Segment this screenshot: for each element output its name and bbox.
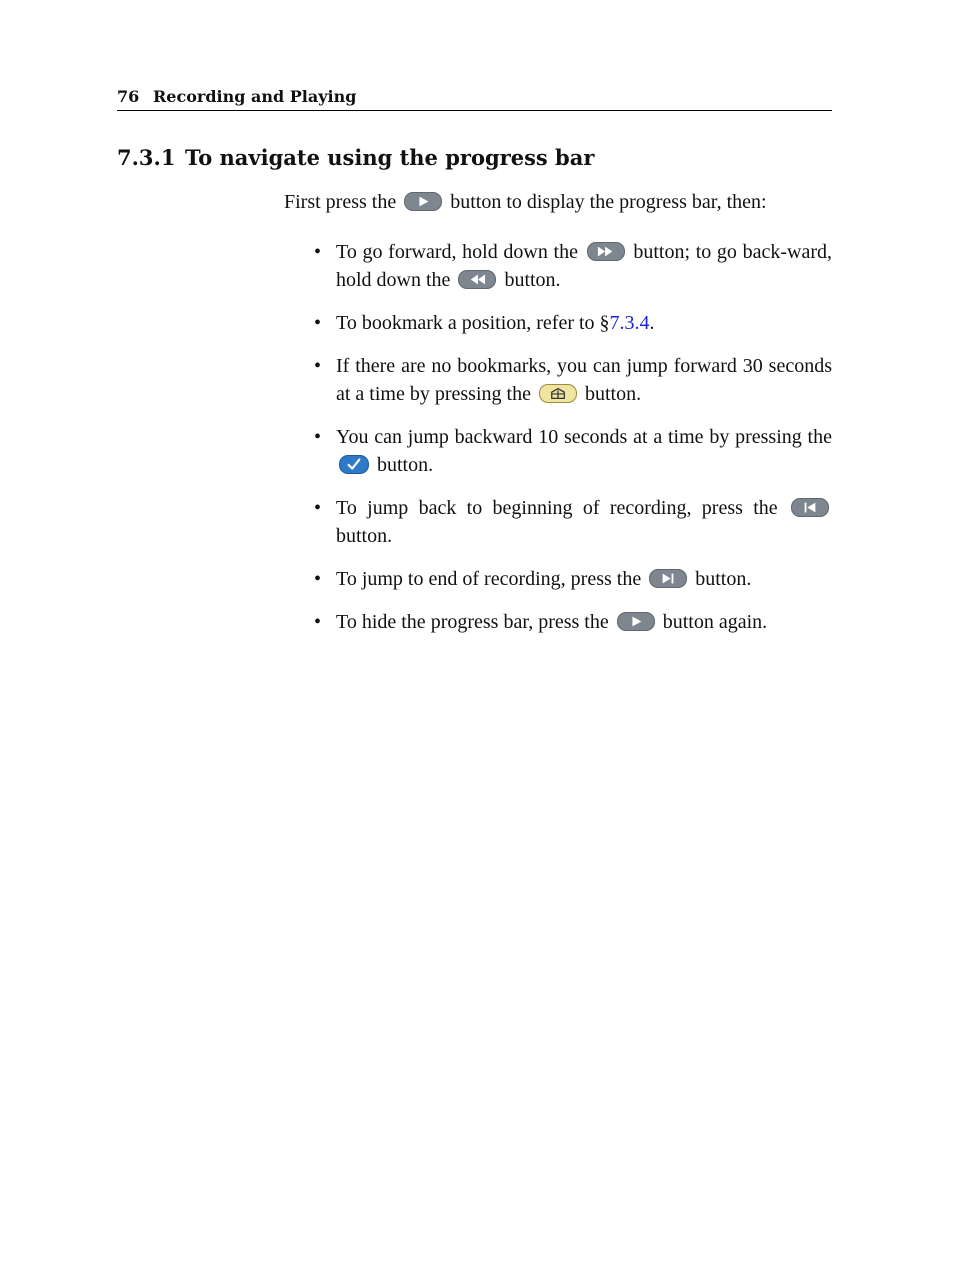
check-button-icon xyxy=(339,455,369,474)
bookmark-button-icon xyxy=(539,384,577,403)
intro-paragraph xyxy=(284,188,767,216)
item-text: To bookmark a position, refer to § xyxy=(336,312,610,334)
item-text: To hide the progress bar, press the xyxy=(336,611,609,633)
item-text: button; to go back-ward, hold down the xyxy=(336,241,833,291)
list-item xyxy=(314,309,832,337)
page-number: 76 xyxy=(117,87,140,106)
bullet: • xyxy=(314,312,322,334)
bullet: • xyxy=(314,426,322,448)
item-text: button. xyxy=(377,454,434,476)
intro-text-after: button to display the progress bar, then: xyxy=(450,191,767,213)
list-item xyxy=(314,608,832,636)
chapter-title: Recording and Playing xyxy=(153,87,357,106)
item-text: button. xyxy=(695,568,752,590)
play-button-icon xyxy=(404,192,442,211)
list-item xyxy=(314,352,832,408)
running-head xyxy=(117,86,832,111)
list-item xyxy=(314,423,832,479)
fast-forward-button-icon xyxy=(587,242,625,261)
bullet: • xyxy=(314,568,322,590)
bullet: • xyxy=(314,355,322,377)
play-button-icon xyxy=(617,612,655,631)
bullet: • xyxy=(314,497,322,519)
item-text: To go forward, hold down the xyxy=(336,241,578,263)
item-text: You can jump backward 10 seconds at a time by pressing the xyxy=(336,426,832,448)
bullet: • xyxy=(314,241,322,263)
list-item xyxy=(314,238,832,294)
item-text: . xyxy=(649,312,655,334)
item-text: button. xyxy=(504,269,561,291)
skip-to-end-button-icon xyxy=(649,569,687,588)
intro-text-before: First press the xyxy=(284,191,397,213)
list-item xyxy=(314,565,832,593)
list-item xyxy=(314,494,832,550)
item-text: button. xyxy=(584,383,642,405)
instruction-list xyxy=(314,238,832,651)
item-text: To jump to end of recording, press the xyxy=(336,568,642,590)
skip-to-start-button-icon xyxy=(791,498,829,517)
item-text: button. xyxy=(336,525,393,547)
item-text: button again. xyxy=(662,611,768,633)
section-number: 7.3.1 xyxy=(117,145,176,170)
rewind-button-icon xyxy=(458,270,496,289)
item-text: To jump back to beginning of recording, press the xyxy=(336,497,778,519)
section-heading xyxy=(117,145,594,170)
bullet: • xyxy=(314,611,322,633)
section-title: To navigate using the progress bar xyxy=(185,145,595,170)
section-link[interactable]: 7.3.4 xyxy=(609,312,650,334)
item-text: If there are no bookmarks, you can jump forward 30 seconds at a time by pressing the xyxy=(336,355,832,405)
